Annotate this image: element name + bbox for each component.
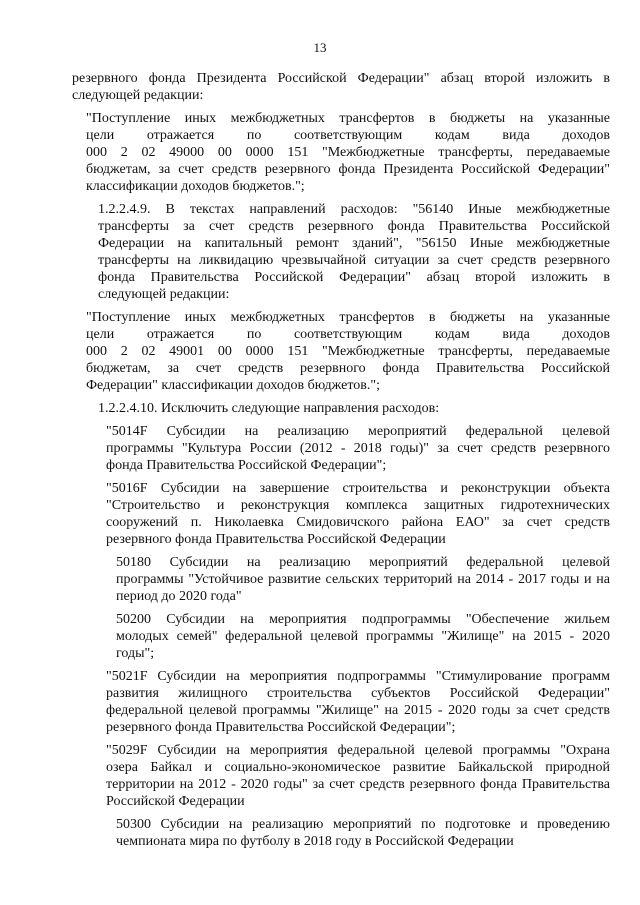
paragraph-8	[72, 554, 610, 605]
paragraph-1	[72, 70, 610, 104]
text-line: цели отражается по соответствующим кодам вида доходов	[86, 128, 610, 143]
text-line: резервного фонда Президента Российской Федерации" абзац второй изложить в	[72, 71, 610, 86]
text-line: фонда Правительства Российской Федерации" абзац второй изложить в	[98, 270, 610, 285]
text-line: Российской Федерации	[106, 794, 245, 809]
text-line: территории на 2012 - 2020 годы" за счет средств резервного фонда Правительства	[106, 777, 610, 792]
text-line: резервного фонда Правительства Российской Федерации	[106, 532, 446, 547]
text-line: следующей редакции:	[72, 88, 204, 103]
text-line: программы "Культура России (2012 - 2018 годы)" за счет средств резервного	[106, 441, 610, 456]
text-line: классификации доходов бюджетов.";	[86, 179, 305, 194]
text-line: годы";	[116, 646, 155, 661]
text-line: федеральной целевой программы "Жилище" на 2015 - 2020 годы за счет средств	[106, 703, 610, 718]
paragraph-10	[72, 668, 610, 736]
text-line: бюджетам, за счет средств резервного фонда Президента Российской Федерации"	[86, 162, 610, 177]
text-line: бюджетам, за счет средств резервного фонда Правительства Российской	[86, 361, 610, 376]
paragraph-7	[72, 480, 610, 548]
paragraph-4	[72, 309, 610, 394]
text-line: 000 2 02 49001 00 0000 151 "Межбюджетные трансферты, передаваемые	[86, 344, 610, 359]
text-line: трансферты за счет средств резервного фонда Правительства Российской	[98, 219, 610, 234]
text-line: цели отражается по соответствующим кодам вида доходов	[86, 327, 610, 342]
text-line: фонда Правительства Российской Федерации";	[106, 458, 387, 473]
text-line: программы "Устойчивое развитие сельских территорий на 2014 - 2017 годы и на	[116, 572, 610, 587]
text-line: Федерации" классификации доходов бюджетов.";	[86, 378, 381, 393]
text-line: 50300 Субсидии на реализацию мероприятий по подготовке и проведению	[116, 817, 610, 832]
text-line: "Строительство и реконструкция комплекса защитных гидротехнических	[106, 498, 610, 513]
text-line: "Поступление иных межбюджетных трансфертов в бюджеты на указанные	[86, 111, 610, 126]
text-line: трансферты на ликвидацию чрезвычайной ситуации за счет средств резервного	[98, 253, 610, 268]
paragraph-12	[72, 816, 610, 850]
page-number: 13	[313, 40, 327, 55]
document-body	[72, 70, 610, 856]
text-line: "5021F Субсидии на мероприятия подпрограммы "Стимулирование программ	[106, 669, 610, 684]
text-line: 1.2.2.4.9. В текстах направлений расходов: "56140 Иные межбюджетные	[98, 202, 610, 217]
paragraph-5	[72, 400, 610, 417]
text-line: "5029F Субсидии на мероприятия федеральной целевой программы "Охрана	[106, 743, 610, 758]
paragraph-11	[72, 742, 610, 810]
text-line: Федерации на капитальный ремонт зданий", "56150 Иные межбюджетные	[98, 236, 610, 251]
text-line: резервного фонда Правительства Российской Федерации";	[106, 720, 456, 735]
text-line: озера Байкал и социально-экономическое развитие Байкальской природной	[106, 760, 610, 775]
text-line: "Поступление иных межбюджетных трансфертов в бюджеты на указанные	[86, 310, 610, 325]
paragraph-9	[72, 611, 610, 662]
paragraph-3	[72, 201, 610, 303]
text-line: период до 2020 года"	[116, 589, 242, 604]
text-line: 50200 Субсидии на мероприятия подпрограммы "Обеспечение жильем	[116, 612, 610, 627]
text-line: сооружений п. Николаевка Смидовичского района ЕАО" за счет средств	[106, 515, 610, 530]
paragraph-2	[72, 110, 610, 195]
text-line: "5014F Субсидии на реализацию мероприятий федеральной целевой	[106, 424, 610, 439]
text-line: "5016F Субсидии на завершение строительства и реконструкции объекта	[106, 481, 610, 496]
text-line: 50180 Субсидии на реализацию мероприятий федеральной целевой	[116, 555, 610, 570]
text-line: следующей редакции:	[98, 287, 230, 302]
text-line: молодых семей" федеральной целевой программы "Жилище" на 2015 - 2020	[116, 629, 610, 644]
paragraph-6	[72, 423, 610, 474]
text-line: развития жилищного строительства субъектов Российской Федерации"	[106, 686, 610, 701]
text-line: чемпионата мира по футболу в 2018 году в Российской Федерации	[116, 834, 514, 849]
text-line: 1.2.2.4.10. Исключить следующие направления расходов:	[98, 401, 440, 416]
text-line: 000 2 02 49000 00 0000 151 "Межбюджетные трансферты, передаваемые	[86, 145, 610, 160]
